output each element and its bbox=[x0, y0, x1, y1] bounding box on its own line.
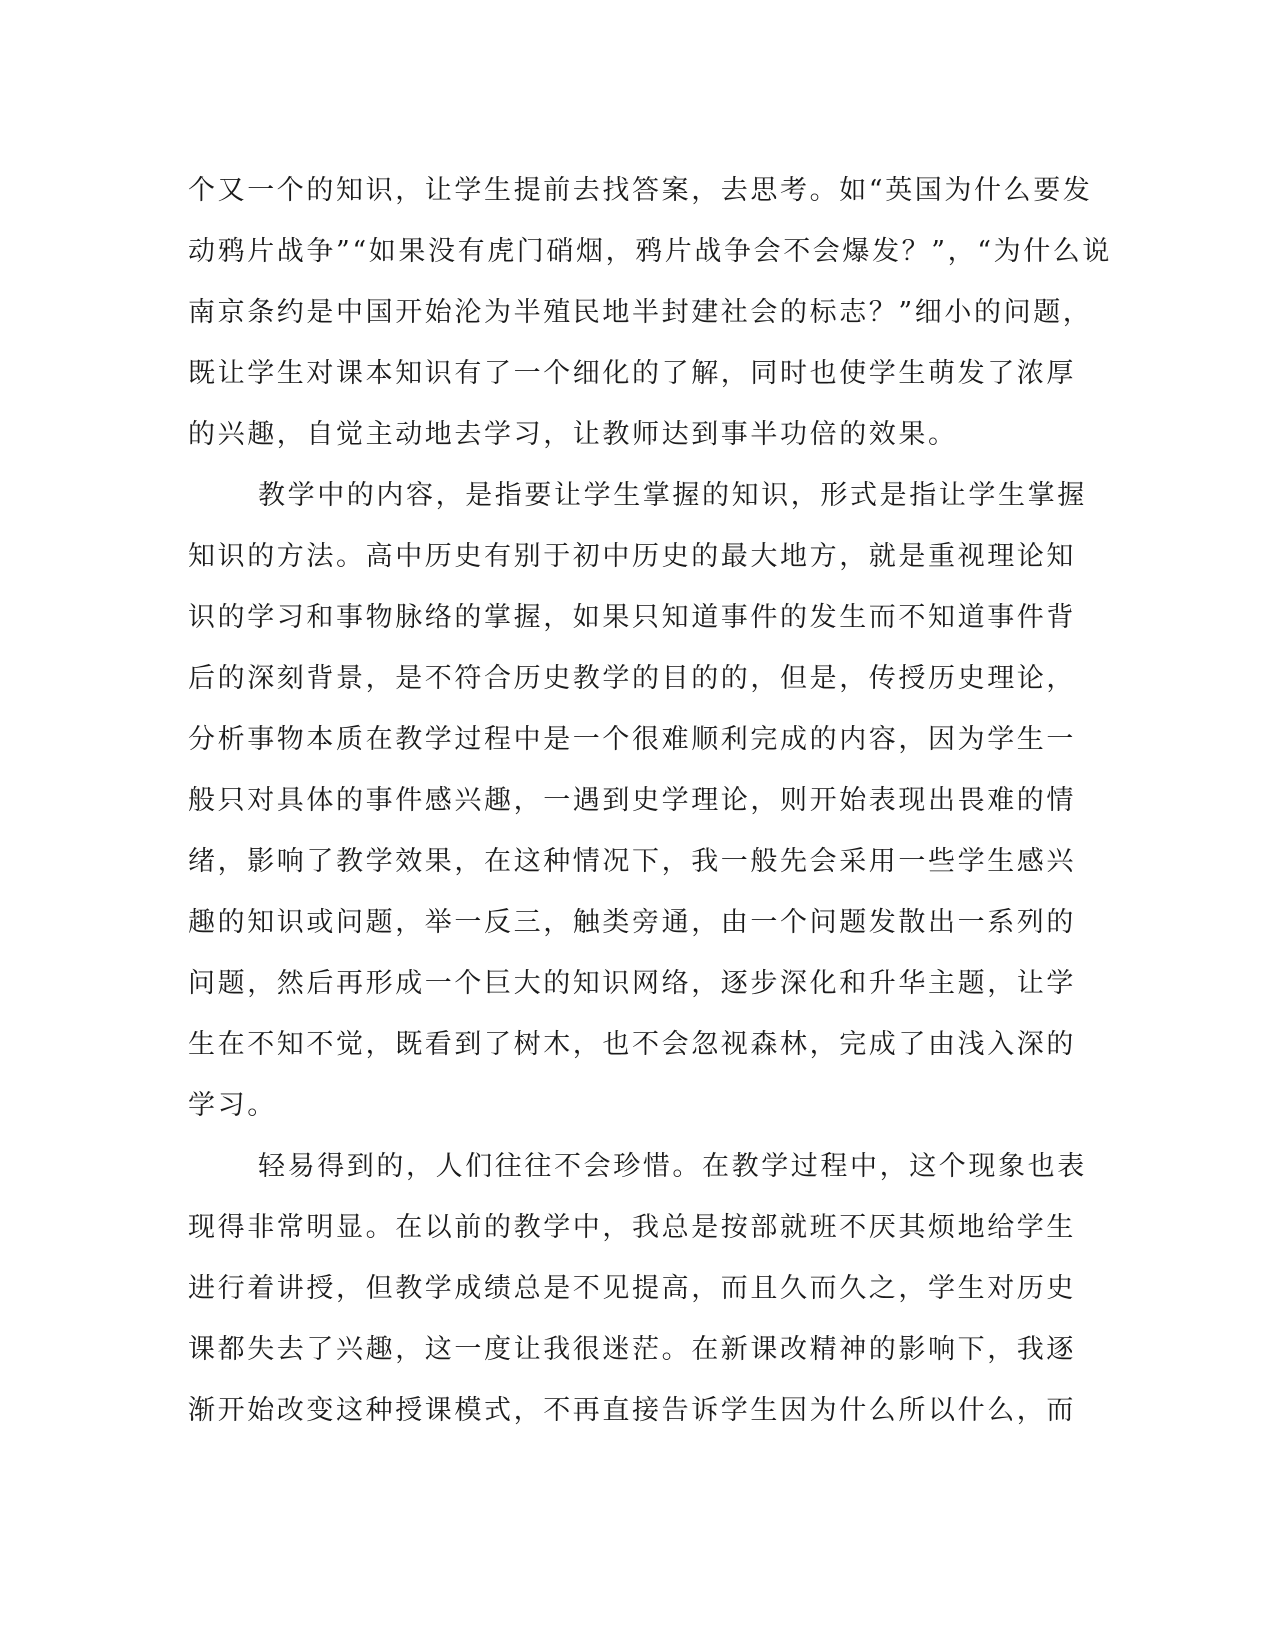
text-line: 既让学生对课本知识有了一个细化的了解，同时也使学生萌发了浓厚 bbox=[188, 358, 1076, 389]
text-line: 识的学习和事物脉络的掌握，如果只知道事件的发生而不知道事件背 bbox=[188, 602, 1076, 633]
paragraph-first-line: 轻易得到的，人们往往不会珍惜。在教学过程中，这个现象也表 bbox=[258, 1151, 1087, 1182]
paragraph-first-line: 教学中的内容，是指要让学生掌握的知识，形式是指让学生掌握 bbox=[258, 480, 1087, 511]
text-line: 知识的方法。高中历史有别于初中历史的最大地方，就是重视理论知 bbox=[188, 541, 1076, 572]
text-line: 现得非常明显。在以前的教学中，我总是按部就班不厌其烦地给学生 bbox=[188, 1212, 1076, 1243]
text-line: 绪，影响了教学效果，在这种情况下，我一般先会采用一些学生感兴 bbox=[188, 846, 1076, 877]
text-line: 分析事物本质在教学过程中是一个很难顺利完成的内容，因为学生一 bbox=[188, 724, 1076, 755]
body-text bbox=[188, 160, 1113, 1441]
text-line: 般只对具体的事件感兴趣，一遇到史学理论，则开始表现出畏难的情 bbox=[188, 785, 1076, 816]
text-line: 南京条约是中国开始沦为半殖民地半封建社会的标志？”细小的问题， bbox=[188, 297, 1093, 328]
text-line: 渐开始改变这种授课模式，不再直接告诉学生因为什么所以什么，而 bbox=[188, 1395, 1076, 1426]
text-line: 的兴趣，自觉主动地去学习，让教师达到事半功倍的效果。 bbox=[188, 419, 958, 450]
text-line: 学习。 bbox=[188, 1090, 277, 1121]
text-line: 趣的知识或问题，举一反三，触类旁通，由一个问题发散出一系列的 bbox=[188, 907, 1076, 938]
text-line: 后的深刻背景，是不符合历史教学的目的的，但是，传授历史理论， bbox=[188, 663, 1076, 694]
text-line: 生在不知不觉，既看到了树木，也不会忽视森林，完成了由浅入深的 bbox=[188, 1029, 1076, 1060]
text-line: 问题，然后再形成一个巨大的知识网络，逐步深化和升华主题，让学 bbox=[188, 968, 1076, 999]
text-line: 动鸦片战争”“如果没有虎门硝烟，鸦片战争会不会爆发？”，“为什么说 bbox=[188, 236, 1113, 267]
text-line: 个又一个的知识，让学生提前去找答案，去思考。如“英国为什么要发 bbox=[188, 175, 1093, 206]
text-line: 进行着讲授，但教学成绩总是不见提高，而且久而久之，学生对历史 bbox=[188, 1273, 1076, 1304]
text-line: 课都失去了兴趣，这一度让我很迷茫。在新课改精神的影响下，我逐 bbox=[188, 1334, 1076, 1365]
